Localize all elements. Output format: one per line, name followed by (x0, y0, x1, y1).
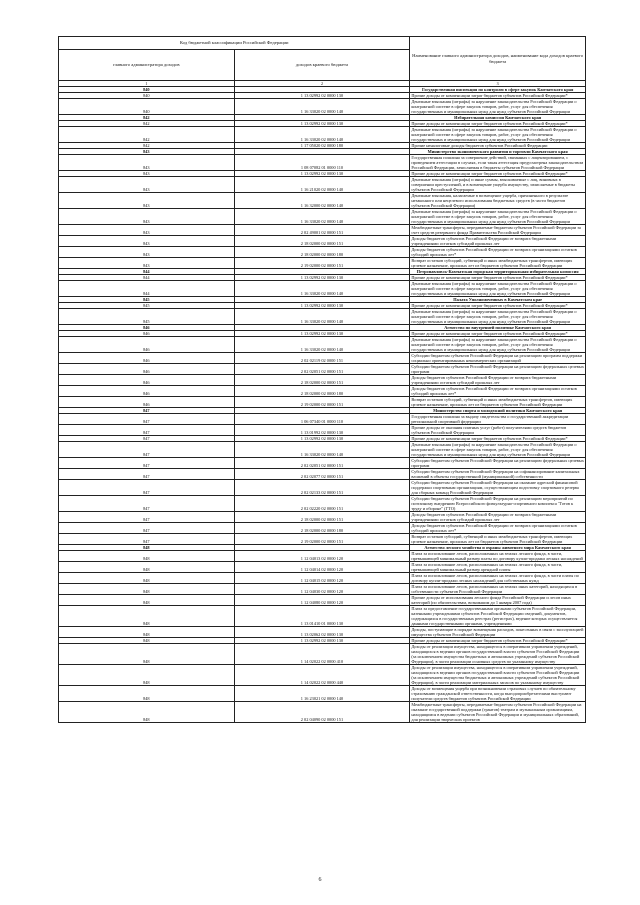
description-cell: Субсидии бюджетам субъектов Российской Федерации на реализацию мероприятий по поэтапному внедрению Всероссийского физкультурно-спортивного комплекса "Готов к труду и обороне" (ГТО) (410, 496, 586, 512)
description-cell: Министерство экономического развития и торговли Камчатского края (410, 149, 586, 155)
admin-code-cell: 847 (59, 458, 235, 469)
description-cell: Прочие доходы от компенсации затрат бюджетов субъектов Российской Федерации* (410, 436, 586, 442)
table-row (59, 686, 586, 702)
admin-code-cell: 843 (59, 236, 235, 247)
table-row (59, 584, 586, 595)
admin-code-cell: 842 (59, 115, 235, 121)
description-cell: Министерство спорта и молодежной политики Камчатского края (410, 408, 586, 414)
description-cell: Палата Уполномоченных в Камчатском крае (410, 297, 586, 303)
revenue-code-cell: 1 14 02022 02 0000 440 (234, 665, 410, 686)
admin-code-cell: 846 (59, 375, 235, 386)
description-cell: Денежные взыскания (штрафы) и иные суммы, взыскиваемые с лиц, виновных в совершении преступлений, и в возмещение ущерба имуществу, зачисляемые в бюджеты субъектов Российской Федерации (410, 177, 586, 193)
header-admin-cell: главного администратора доходов (59, 50, 235, 81)
admin-code-cell: 846 (59, 331, 235, 337)
description-cell: Субсидии бюджетам субъектов Российской Федерации на реализацию федеральных целевых программ (411, 364, 584, 374)
admin-code-cell: 848 (59, 551, 235, 562)
revenue-code-cell: 1 13 02992 02 0000 130 (234, 121, 410, 127)
revenue-code-cell: 1 13 01992 02 0000 130 (234, 425, 410, 436)
admin-code-cell: 848 (59, 573, 235, 584)
description-cell: Прочие доходы от компенсации затрат бюджетов субъектов Российской Федерации* (410, 303, 586, 309)
table-row (59, 386, 586, 397)
revenue-code-cell: 1 13 02992 02 0000 130 (234, 331, 410, 337)
revenue-code-cell: 1 16 33020 02 0000 140 (234, 337, 410, 353)
admin-code-cell: 843 (59, 209, 235, 225)
table-row (59, 353, 586, 364)
admin-code-cell: 847 (59, 442, 235, 458)
description-cell: Избирательная комиссия Камчатского края (410, 115, 586, 121)
admin-code-cell: 845 (59, 297, 235, 303)
description-cell: Межбюджетные трансферты, передаваемые бюджетам субъектов Российской Федерации на оказание государственной поддержки (грантов) театрам и музыкальным организациям, находящимся в ведении субъектов Российской Федерации и муниципальных образований, для реализации творческих проектов (410, 702, 586, 723)
admin-code-cell: 848 (59, 665, 235, 686)
admin-code-cell: 843 (59, 171, 235, 177)
page-number: 6 (318, 877, 322, 883)
description-cell: Прочие доходы от компенсации затрат бюджетов субъектов Российской Федерации* (410, 331, 586, 337)
admin-code-cell: 840 (59, 93, 235, 99)
description-cell: Доходы от реализации имущества, находящегося в оперативном управлении учреждений, находящихся в ведении органов государственной власти субъектов Российской Федерации (за исключением имущества бюджетных и автономных учреждений субъектов Российской Федерации), в части реализации материальных запасов по указанному имуществу (410, 665, 586, 686)
description-cell: Субсидии бюджетам субъектов Российской Федерации на реализацию программ поддержки социально ориентированных некоммерческих организаций (410, 353, 586, 364)
column-number-2: 2 (234, 81, 410, 87)
revenue-code-cell: 2 18 02000 02 0000 151 (234, 512, 410, 523)
description-cell: Прочие доходы от компенсации затрат бюджетов субъектов Российской Федерации* (410, 275, 586, 281)
admin-code-cell: 847 (59, 414, 235, 425)
table-row (59, 177, 586, 193)
admin-code-cell: 846 (59, 337, 235, 353)
revenue-code-cell: 1 13 02062 02 0000 130 (234, 627, 410, 638)
revenue-code-cell: 2 19 02000 02 0000 151 (234, 258, 410, 269)
table-row (59, 225, 586, 236)
admin-code-cell: 843 (59, 149, 235, 155)
description-cell: Прочие неналоговые доходы бюджетов субъектов Российской Федерации (410, 143, 586, 149)
description-cell: Субсидии бюджетам субъектов Российской Федерации на реализацию федеральных целевых программ (411, 458, 584, 468)
admin-code-cell: 840 (59, 87, 235, 93)
table-header-group (59, 37, 586, 50)
admin-code-cell: 845 (59, 309, 235, 325)
column-number-3: 3 (410, 81, 586, 87)
admin-code-cell: 847 (59, 534, 235, 545)
table-row (59, 425, 586, 436)
revenue-code-cell: 1 13 02992 02 0000 130 (234, 303, 410, 309)
revenue-code-cell: 1 14 02022 02 0000 410 (234, 644, 410, 665)
description-cell: Прочие доходы от оказания платных услуг (работ) получателями средств бюджетов субъектов Российской Федерации (410, 425, 586, 436)
revenue-code-cell: 2 02 49001 02 0000 151 (234, 225, 410, 236)
description-cell: Плата за использование лесов, расположенных на землях лесного фонда, в части, превышающей минимальный размер платы по договору купли-продажи лесных насаждений (410, 551, 586, 562)
revenue-code-cell: 1 16 23021 02 0000 140 (234, 686, 410, 702)
description-cell: Возврат остатков субсидий, субвенций и иных межбюджетных трансфертов, имеющих целевое назначение, прошлых лет из бюджетов субъектов Российской Федерации (410, 534, 586, 545)
admin-code-cell: 844 (59, 275, 235, 281)
table-row (59, 414, 586, 425)
description-cell: Возврат остатков субсидий, субвенций и иных межбюджетных трансфертов, имеющих целевое назначение, прошлых лет из бюджетов субъектов Российской Федерации (410, 397, 586, 408)
description-cell: Денежные взыскания (штрафы) за нарушение законодательства Российской Федерации о контрактной системе в сфере закупок товаров, работ, услуг для обеспечения государственных и муниципальных нужд для нужд субъектов Российской Федерации (410, 209, 586, 225)
admin-code-cell: 846 (59, 325, 235, 331)
revenue-code-cell: 1 16 33020 02 0000 140 (234, 442, 410, 458)
admin-code-cell: 844 (59, 281, 235, 297)
table-row (59, 375, 586, 386)
description-cell: Возврат остатков субсидий, субвенций и иных межбюджетных трансфертов, имеющих целевое назначение, прошлых лет из бюджетов субъектов Российской Федерации (410, 258, 586, 269)
revenue-code-cell: 1 12 04080 02 0000 120 (234, 595, 410, 606)
description-cell: Доходы от реализации имущества, находящегося в оперативном управлении учреждений, находящихся в ведении органов государственной власти субъектов Российской Федерации (за исключением имущества бюджетных и автономных учреждений субъектов Российской Федерации), в части реализации основных средств по указанному имуществу (410, 644, 586, 665)
table-row (59, 458, 586, 469)
description-cell: Субсидии бюджетам субъектов Российской Федерации на софинансирование капитальных вложений в объекты государственной (муниципальной) собственности (410, 469, 586, 480)
description-cell: Доходы от возмещения ущерба при возникновении страховых случаев по обязательному страхованию гражданской ответственности, когда выгодоприобретателями выступают получатели средств бюджетов субъектов Российской Федерации (410, 686, 586, 702)
admin-code-cell: 847 (59, 408, 235, 414)
description-cell: Государственная пошлина за совершение действий, связанных с лицензированием, с проведением аттестации в случаях, если такая аттестация предусмотрена законодательством Российской Федерации, зачисляемая в бюджеты субъектов Российской Федерации (410, 155, 586, 171)
revenue-code-cell: 1 13 02992 02 0000 130 (234, 436, 410, 442)
admin-code-cell: 848 (59, 606, 235, 627)
revenue-code-cell: 1 16 21020 02 0000 140 (234, 177, 410, 193)
table-row (59, 209, 586, 225)
description-cell: Плата за использование лесов, расположенных на землях лесного фонда, в части, превышающей минимальный размер арендной платы (410, 562, 586, 573)
table-row (59, 309, 586, 325)
table-row (59, 127, 586, 143)
header-name-cell: Наименование главного администратора доходов, наименование кода доходов краевого бюджета (410, 37, 586, 81)
admin-code-cell: 848 (59, 644, 235, 665)
admin-code-cell: 847 (59, 523, 235, 534)
admin-code-cell: 842 (59, 143, 235, 149)
admin-code-cell: 843 (59, 193, 235, 209)
description-cell: Государственная пошлина за выдачу свидетельства о государственной аккредитации региональной спортивной федерации (410, 414, 586, 425)
admin-code-cell: 848 (59, 702, 235, 723)
table-row (59, 442, 586, 458)
table-row (59, 193, 586, 209)
table-row (59, 573, 586, 584)
revenue-code-cell: 2 02 02119 02 0000 151 (234, 353, 410, 364)
admin-code-cell: 843 (59, 225, 235, 236)
revenue-code-cell: 1 12 04030 02 0000 120 (234, 584, 410, 595)
admin-code-cell: 847 (59, 425, 235, 436)
description-cell: Агентство по внутренней политике Камчатского края (410, 325, 586, 331)
revenue-code-cell: 1 12 04013 02 0000 120 (234, 551, 410, 562)
admin-code-cell: 848 (59, 545, 235, 551)
admin-code-cell: 843 (59, 247, 235, 258)
description-cell: Плата за использование лесов, расположенных на землях лесного фонда, в части платы по договору купли-продажи лесных насаждений для собственных нужд (410, 573, 586, 584)
description-cell: Денежные взыскания (штрафы) за нарушение законодательства Российской Федерации о контрактной системе в сфере закупок товаров, работ, услуг для обеспечения государственных и муниципальных нужд для нужд субъектов Российской Федерации (410, 281, 586, 297)
table-row (59, 236, 586, 247)
description-cell: Прочие доходы от компенсации затрат бюджетов субъектов Российской Федерации* (410, 93, 586, 99)
table-row (59, 562, 586, 573)
revenue-code-cell: 1 17 05020 02 0000 180 (234, 143, 410, 149)
table-row (59, 496, 586, 512)
table-row (59, 702, 586, 723)
description-cell: Плата за предоставление государственными органами субъектов Российской Федерации, казенными учреждениями субъектов Российской Федерации сведений, документов, содержащихся в государственных реестрах (регистрах), ведение которых осуществляется данными государственными органами, учреждениями (410, 606, 586, 627)
description-cell: Прочие доходы от компенсации затрат бюджетов субъектов Российской Федерации* (410, 638, 586, 644)
table-row (59, 247, 586, 258)
revenue-code-cell: 2 18 02000 02 0000 180 (234, 386, 410, 397)
table-row (59, 99, 586, 115)
description-cell: Петропавловск-Камчатская городская территориальная избирательная комиссия (410, 269, 586, 275)
description-cell: Денежные взыскания (штрафы) за нарушение законодательства Российской Федерации о контрактной системе в сфере закупок товаров, работ, услуг для обеспечения государственных и муниципальных нужд для нужд субъектов Российской Федерации (410, 99, 586, 115)
admin-code-cell: 843 (59, 177, 235, 193)
table-row (59, 397, 586, 408)
revenue-code-cell: 2 02 02077 02 0000 151 (234, 469, 410, 480)
revenue-code-cell: 1 13 02992 02 0000 130 (234, 171, 410, 177)
revenue-code-cell: 1 13 01410 01 0000 130 (234, 606, 410, 627)
table-row (59, 534, 586, 545)
table-row (59, 551, 586, 562)
revenue-code-cell: 1 16 33020 02 0000 140 (234, 281, 410, 297)
revenue-code-cell: 1 13 02992 02 0000 130 (234, 638, 410, 644)
admin-code-cell: 847 (59, 436, 235, 442)
revenue-code-cell: 1 16 33020 02 0000 140 (234, 127, 410, 143)
description-cell: Денежные взыскания (штрафы) за нарушение законодательства Российской Федерации о контрактной системе в сфере закупок товаров, работ, услуг для обеспечения государственных и муниципальных нужд для нужд субъектов Российской Федерации (410, 127, 586, 143)
description-cell: Денежные взыскания (штрафы) за нарушение законодательства Российской Федерации о контрактной системе в сфере закупок товаров, работ, услуг для обеспечения государственных и муниципальных нужд для нужд субъектов Российской Федерации (410, 442, 586, 458)
description-cell: Доходы бюджетов субъектов Российской Федерации от возврата организациями остатков субсидий прошлых лет* (410, 386, 586, 397)
header-revenue-cell: доходов краевого бюджета (234, 50, 410, 81)
admin-code-cell: 844 (59, 269, 235, 275)
revenue-code-cell: 2 02 02133 02 0000 151 (234, 480, 410, 496)
table-row (59, 595, 586, 606)
revenue-code-cell: 2 02 02051 02 0000 151 (234, 364, 410, 375)
revenue-code-cell: 1 16 33020 02 0000 140 (234, 99, 410, 115)
revenue-code-cell: 1 13 02992 02 0000 130 (234, 93, 410, 99)
description-cell: Доходы, поступающие в порядке возмещения расходов, понесенных в связи с эксплуатацией имущества субъектов Российской Федерации (410, 627, 586, 638)
table-row (59, 644, 586, 665)
description-cell: Агентство лесного хозяйства и охраны животного мира Камчатского края (410, 545, 586, 551)
revenue-code-cell: 1 13 02992 02 0000 130 (234, 275, 410, 281)
admin-code-cell: 846 (59, 353, 235, 364)
description-cell: Межбюджетные трансферты, передаваемые бюджетам субъектов Российской Федерации за счет средств резервного фонда Правительства Российской Федерации (410, 225, 586, 236)
revenue-code-cell: 1 12 04015 02 0000 120 (234, 573, 410, 584)
description-cell: Прочие доходы от компенсации затрат бюджетов субъектов Российской Федерации* (410, 121, 586, 127)
revenue-code-cell: 1 12 04014 02 0000 120 (234, 562, 410, 573)
revenue-code-cell: 1 08 07082 01 0000 110 (234, 155, 410, 171)
admin-code-cell: 842 (59, 127, 235, 143)
description-cell: Субсидии бюджетам субъектов Российской Федерации на оказание адресной финансовой поддержки спортивным организациям, осуществляющим подготовку спортивного резерва для сборных команд Российской Федерации (410, 480, 586, 496)
admin-code-cell: 846 (59, 364, 235, 375)
admin-code-cell: 848 (59, 562, 235, 573)
revenue-codes-table (58, 36, 586, 723)
table-row (59, 665, 586, 686)
table-row (59, 364, 586, 375)
table-row (59, 258, 586, 269)
admin-code-cell: 848 (59, 686, 235, 702)
admin-code-cell: 847 (59, 480, 235, 496)
description-cell: Доходы бюджетов субъектов Российской Федерации от возврата организациями остатков субсидий прошлых лет* (410, 523, 586, 534)
admin-code-cell: 848 (59, 627, 235, 638)
table-row (59, 627, 586, 638)
revenue-code-cell: 2 18 02000 02 0000 151 (234, 375, 410, 386)
table-row (59, 337, 586, 353)
revenue-code-cell: 2 02 04090 02 0000 151 (234, 702, 410, 723)
admin-code-cell: 848 (59, 638, 235, 644)
revenue-code-cell: 2 18 02000 02 0000 151 (234, 236, 410, 247)
revenue-code-cell: 2 19 02000 02 0000 151 (234, 397, 410, 408)
table-row (59, 281, 586, 297)
table-row (59, 480, 586, 496)
admin-code-cell: 845 (59, 303, 235, 309)
table-row (59, 512, 586, 523)
description-cell: Доходы бюджетов субъектов Российской Федерации от возврата организациями остатков субсидий прошлых лет* (410, 247, 586, 258)
table-row (59, 155, 586, 171)
table-row (59, 523, 586, 534)
table-row (59, 469, 586, 480)
revenue-code-cell: 1 16 32000 02 0000 140 (234, 193, 410, 209)
admin-code-cell: 842 (59, 121, 235, 127)
description-cell: Денежные взыскания, налагаемые в возмещение ущерба, причиненного в результате незаконного или нецелевого использования бюджетных средств (в части бюджетов субъектов Российской Федерации) (410, 193, 586, 209)
admin-code-cell: 843 (59, 258, 235, 269)
revenue-code-cell: 1 16 33020 02 0000 140 (234, 309, 410, 325)
description-cell: Прочие доходы от компенсации затрат бюджетов субъектов Российской Федерации* (410, 171, 586, 177)
admin-code-cell: 847 (59, 512, 235, 523)
revenue-code-cell: 1 16 33020 02 0000 140 (234, 209, 410, 225)
admin-code-cell: 848 (59, 595, 235, 606)
description-cell: Доходы бюджетов субъектов Российской Федерации от возврата бюджетными учреждениями остатков субсидий прошлых лет (410, 375, 586, 386)
description-cell: Денежные взыскания (штрафы) за нарушение законодательства Российской Федерации о контрактной системе в сфере закупок товаров, работ, услуг для обеспечения государственных и муниципальных нужд для нужд субъектов Российской Федерации (410, 309, 586, 325)
description-cell: Плата за использование лесов, расположенных на землях иных категорий, находящихся в собственности субъектов Российской Федерации (410, 584, 586, 595)
table-row (59, 606, 586, 627)
admin-code-cell: 846 (59, 397, 235, 408)
description-cell: Доходы бюджетов субъектов Российской Федерации от возврата бюджетными учреждениями остатков субсидий прошлых лет (410, 236, 586, 247)
revenue-code-cell: 1 06 07340 01 0000 110 (234, 414, 410, 425)
admin-code-cell: 848 (59, 584, 235, 595)
description-cell: Прочие доходы от использования лесного фонда Российской Федерации и лесов иных категорий (по обязательствам, возникшим до 1 января 2007 года) (410, 595, 586, 606)
revenue-code-cell: 2 02 02220 02 0000 151 (234, 496, 410, 512)
admin-code-cell: 847 (59, 469, 235, 480)
revenue-code-cell: 2 02 02051 02 0000 151 (234, 458, 410, 469)
admin-code-cell: 846 (59, 386, 235, 397)
description-cell: Денежные взыскания (штрафы) за нарушение законодательства Российской Федерации о контрактной системе в сфере закупок товаров, работ, услуг для обеспечения государственных и муниципальных нужд для нужд субъектов Российской Федерации (410, 337, 586, 353)
revenue-code-cell: 2 18 02000 02 0000 180 (234, 247, 410, 258)
admin-code-cell: 840 (59, 99, 235, 115)
admin-code-cell: 843 (59, 155, 235, 171)
revenue-code-cell: 2 18 02000 02 0000 180 (234, 523, 410, 534)
description-cell: Государственная инспекция по контролю в сфере закупок Камчатского края (410, 87, 586, 93)
revenue-code-cell: 2 19 02000 02 0000 151 (234, 534, 410, 545)
admin-code-cell: 847 (59, 496, 235, 512)
header-group-cell: Код бюджетной классификации Российской Федерации (59, 37, 410, 50)
description-cell: Доходы бюджетов субъектов Российской Федерации от возврата бюджетными учреждениями остатков субсидий прошлых лет (410, 512, 586, 523)
column-number-1: 1 (59, 81, 235, 87)
